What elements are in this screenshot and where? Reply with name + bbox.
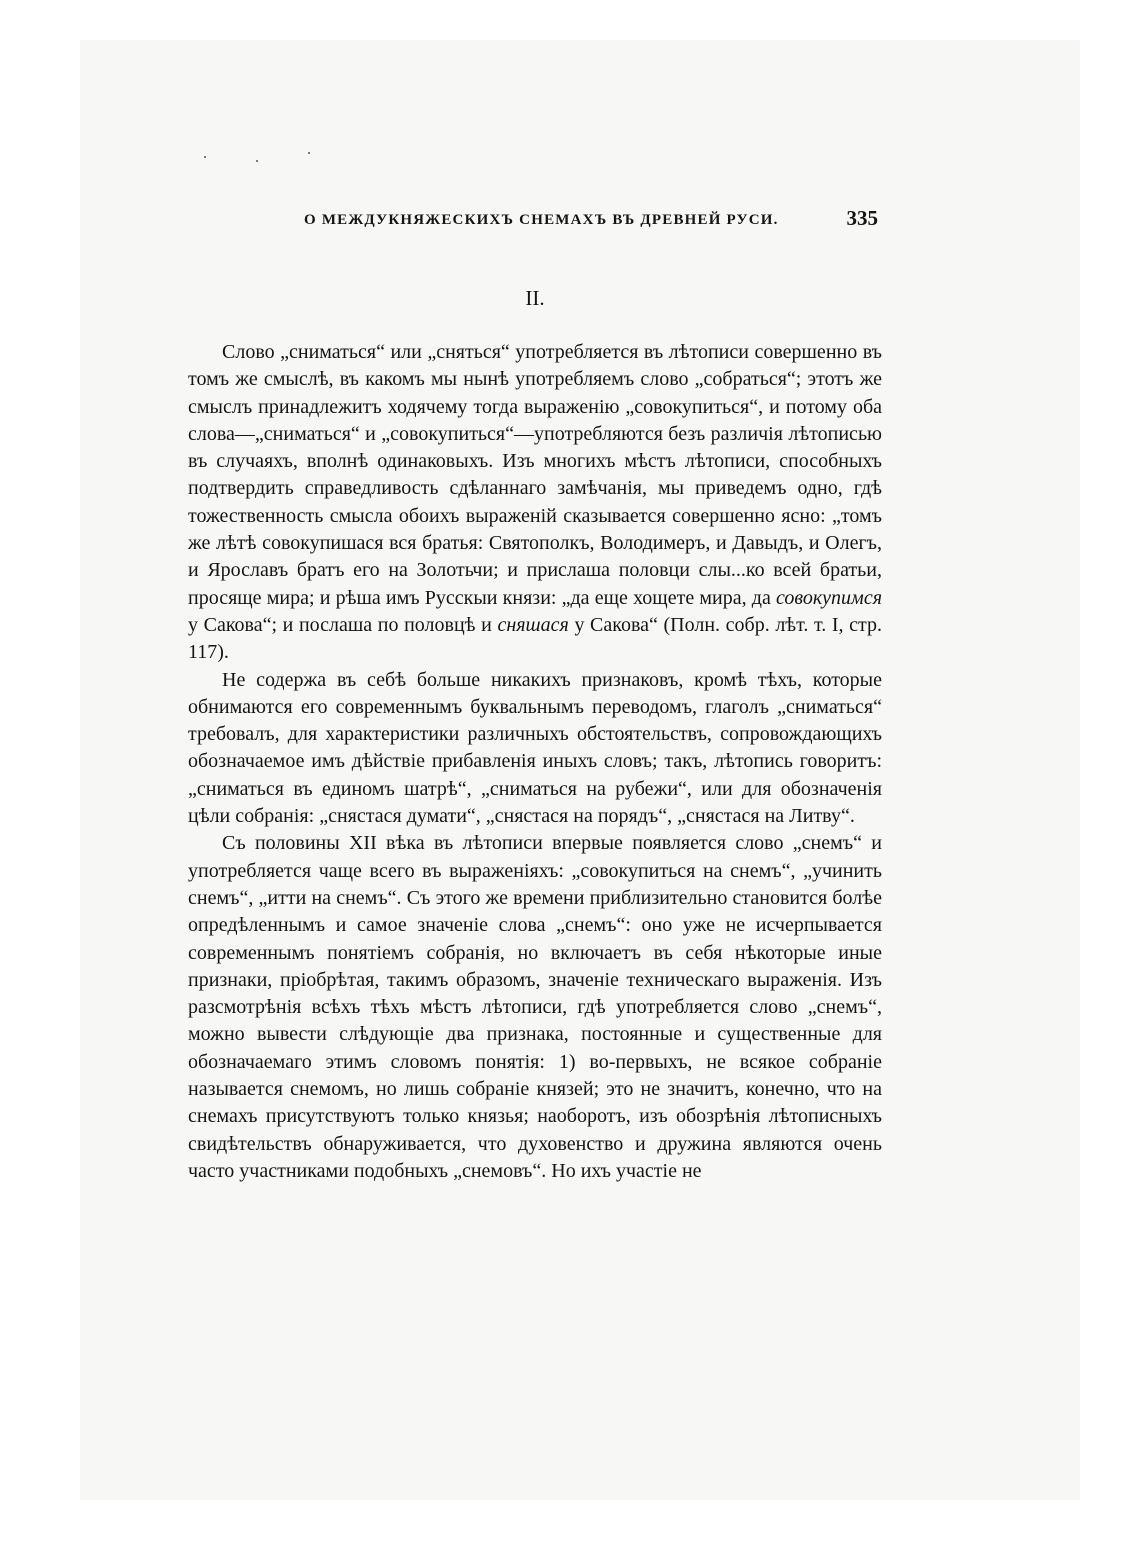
scan-speck: [308, 152, 310, 154]
paragraph-1-text-2: у Сакова“; и послаша по половцѣ и: [188, 613, 498, 636]
section-heading: II.: [525, 286, 545, 310]
body-text: [188, 339, 882, 1185]
page-number: 335: [846, 206, 878, 230]
paragraph-1-italic-1: совокупимся: [776, 586, 882, 609]
paragraph-2: Не содержа въ себѣ больше никакихъ признаковъ, кромѣ тѣхъ, которые обнимаются его современнымъ буквальнымъ переводомъ, глаголъ „сниматься“ требовалъ, для характеристики различныхъ обстоятельствъ, сопровождающихъ обозначаемое имъ дѣйствіе прибавленія иныхъ словъ; такъ, лѣтопись говоритъ: „сниматься въ единомъ шатрѣ“, „сниматься на рубежи“, или для обозначенія цѣли собранія: „снястася думати“, „снястася на порядъ“, „снястася на Литву“.: [188, 668, 882, 828]
paragraph-1: [188, 339, 882, 667]
paragraph-1-text: Слово „сниматься“ или „сняться“ употребляется въ лѣтописи совершенно въ томъ же смыслѣ, въ какомъ мы нынѣ употребляемъ слово „собраться“; этотъ же смыслъ принадлежитъ ходячему тогда выраженію „совокупиться“, и потому оба слова—„сниматься“ и „совокупиться“—употребляются безъ различія лѣтописью въ случаяхъ, вполнѣ одинаковыхъ. Изъ многихъ мѣстъ лѣтописи, способныхъ подтвердить справедливость сдѣланнаго замѣчанія, мы приведемъ одно, гдѣ тожественность смысла обоихъ выраженій сказывается совершенно ясно: „томъ же лѣтѣ совокупишася вся братья: Святополкъ, Володимеръ, и Давыдъ, и Олегъ, и Ярославъ братъ его на Золотьчи; и прислаша половци слы...ко всей братьи, просяще мира; и рѣша имъ Русскыи князи: „да еще хощете мира, да: [188, 341, 882, 609]
paragraph-1-text-3: у Сакова“ (Полн. собр. лѣт. т. I, стр. 117).: [188, 613, 882, 664]
paragraph-3: Съ половины XII вѣка въ лѣтописи впервые появляется слово „снемъ“ и употребляется чаще всего въ выраженіяхъ: „совокупиться на снемъ“, „учинить снемъ“, „итти на снемъ“. Съ этого же времени приблизительно становится болѣе опредѣленнымъ и самое значеніе слова „снемъ“: оно уже не исчерпывается современнымъ понятіемъ собранія, но включаетъ въ себя нѣкоторые иные признаки, пріобрѣтая, такимъ образомъ, значеніе техническаго выраженія. Изъ разсмотрѣнія всѣхъ тѣхъ мѣстъ лѣтописи, гдѣ употребляется слово „снемъ“, можно вывести слѣдующіе два признака, постоянные и существенные для обозначаемаго этимъ словомъ понятія: 1) во-первыхъ, не всякое собраніе называется снемомъ, но лишь собраніе князей; это не значитъ, конечно, что на снемахъ присутствуютъ только князья; наоборотъ, изъ обозрѣнія лѣтописныхъ свидѣтельствъ обнаруживается, что духовенство и дружина являются очень часто участниками подобныхъ „снемовъ“. Но ихъ участіе не: [188, 832, 882, 1182]
paragraph-1-italic-2: сняшася: [497, 613, 569, 636]
scan-speck: [204, 156, 206, 158]
running-title: О МЕЖДУКНЯЖЕСКИХЪ СНЕМАХЪ ВЪ ДРЕВНЕЙ РУСИ.: [304, 212, 779, 228]
scan-speck: [256, 160, 258, 162]
running-header: [188, 206, 882, 236]
